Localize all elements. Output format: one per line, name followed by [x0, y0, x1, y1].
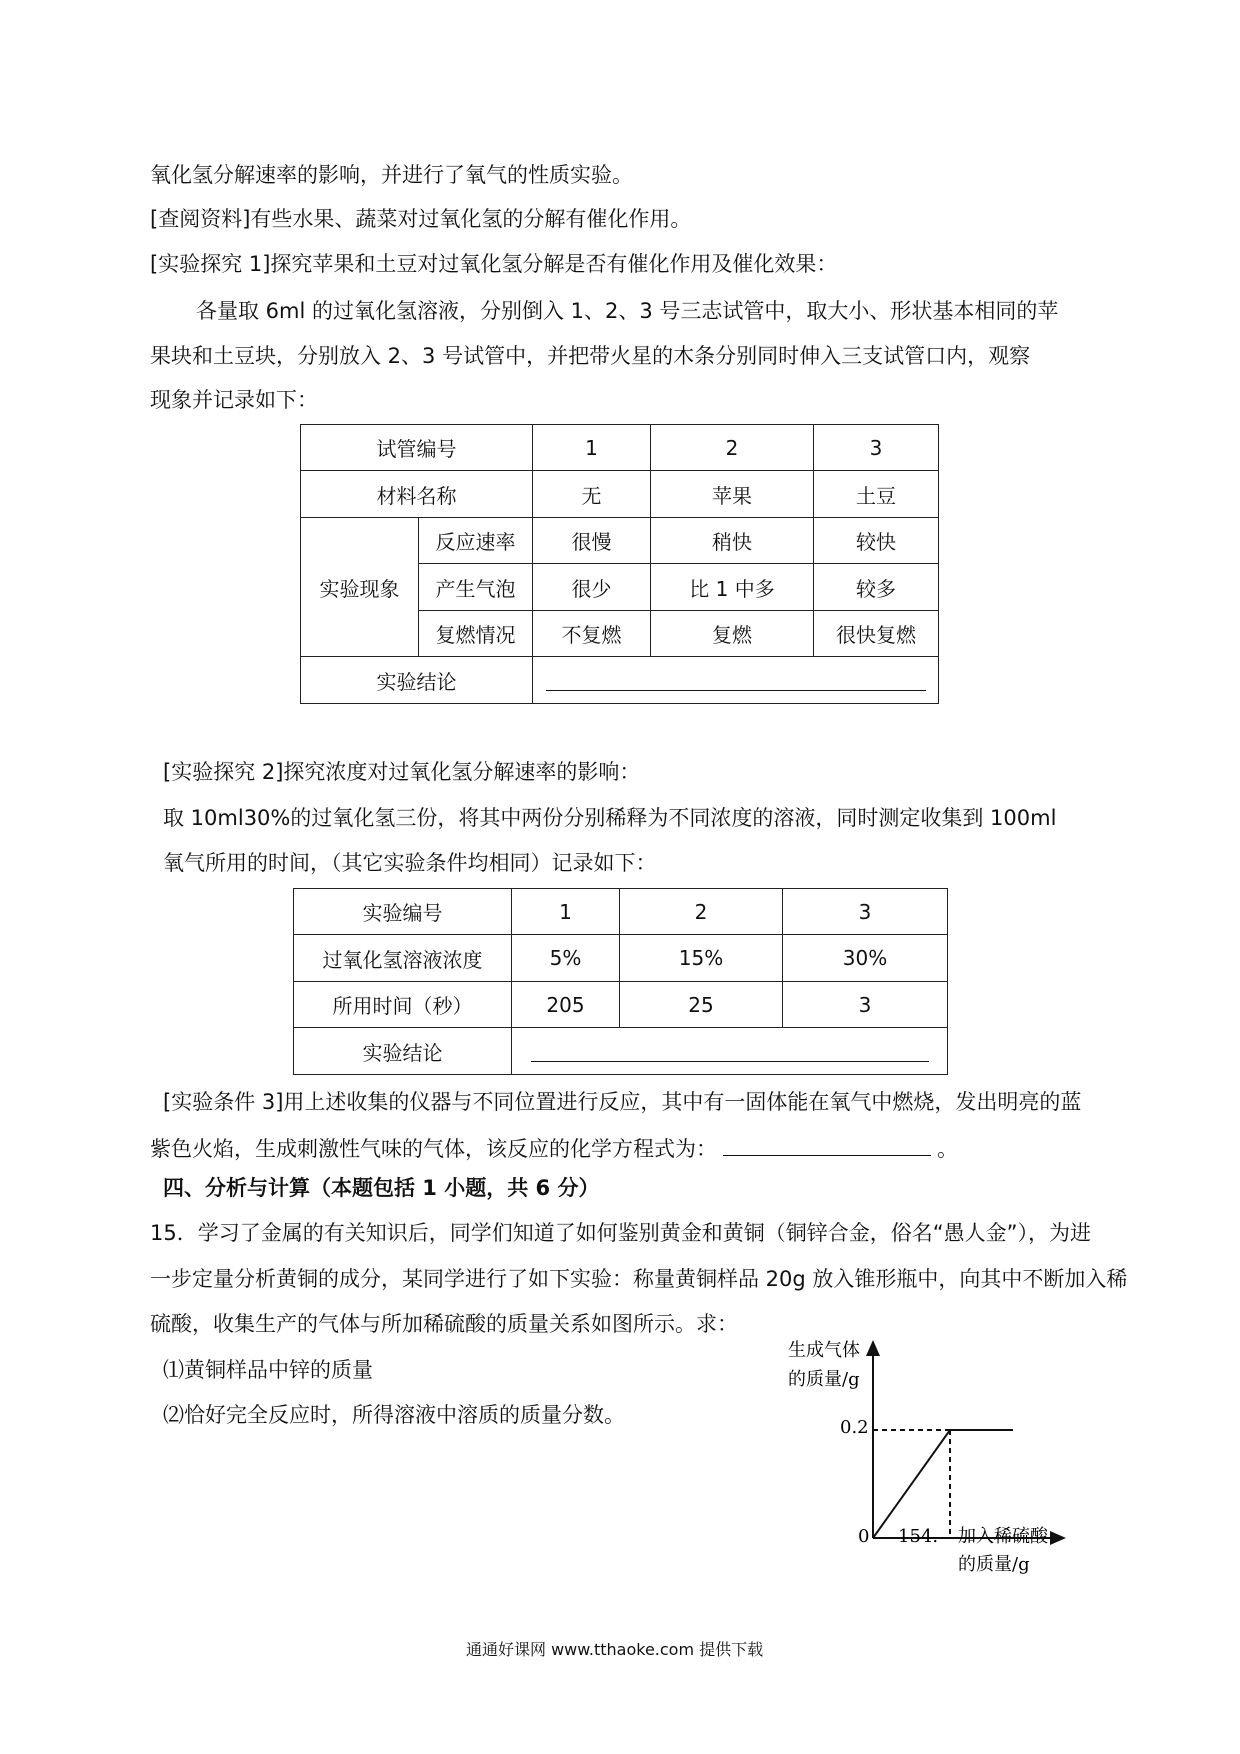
table-cell: 反应速率 — [419, 518, 533, 564]
table-cell: 30% — [783, 935, 948, 982]
text-line: [实验探究 2]探究浓度对过氧化氢分解速率的影响： — [163, 760, 641, 784]
sub-question: ⑵恰好完全反应时，所得溶液中溶质的质量分数。 — [163, 1403, 625, 1427]
text-line: 取 10ml30%的过氧化氢三份，将其中两份分别稀释为不同浓度的溶液，同时测定收集到 100ml — [163, 806, 1057, 830]
text-line: 硫酸，收集生产的气体与所加稀硫酸的质量关系如图所示。求： — [150, 1312, 738, 1336]
y-axis-arrow-icon — [866, 1340, 880, 1356]
table-cell: 实验结论 — [301, 657, 533, 704]
table-cell: 很慢 — [533, 518, 651, 564]
text-line: [查阅资料]有些水果、蔬菜对过氧化氢的分解有催化作用。 — [150, 207, 692, 231]
table-row-label: 实验现象 — [301, 518, 419, 657]
table-header-cell: 1 — [533, 425, 651, 471]
table-cell: 较快 — [814, 518, 939, 564]
table-header-cell: 1 — [512, 889, 620, 935]
text-line: 果块和土豆块，分别放入 2、3 号试管中，并把带火星的木条分别同时伸入三支试管口内，观察 — [150, 344, 1031, 368]
x-axis-arrow-icon — [1050, 1531, 1066, 1545]
table-cell: 205 — [512, 982, 620, 1028]
table-cell: 很快复燃 — [814, 611, 939, 657]
table-header-cell: 2 — [620, 889, 783, 935]
text-line: 现象并记录如下： — [150, 388, 318, 412]
table-cell: 过氧化氢溶液浓度 — [294, 935, 512, 982]
table-cell: 5% — [512, 935, 620, 982]
table-cell: 很少 — [533, 564, 651, 611]
table-cell: 3 — [783, 982, 948, 1028]
table-header-cell: 3 — [814, 425, 939, 471]
x-tick-label: 154. — [898, 1526, 939, 1547]
table-cell: 复燃情况 — [419, 611, 533, 657]
x-axis-label-line2: 的质量/g — [958, 1554, 1030, 1575]
table-cell: 材料名称 — [301, 471, 533, 518]
text-span: 紫色火焰，生成刺激性气味的气体，该反应的化学方程式为： — [150, 1137, 717, 1161]
table-header-cell: 实验编号 — [294, 889, 512, 935]
text-line: [实验探究 1]探究苹果和土豆对过氧化氢分解是否有催化作用及催化效果： — [150, 252, 838, 276]
text-line: 一步定量分析黄铜的成分，某同学进行了如下实验：称量黄铜样品 20g 放入锥形瓶中，向其中不断加入稀 — [150, 1267, 1128, 1291]
table-cell: 产生气泡 — [419, 564, 533, 611]
text-line: 各量取 6ml 的过氧化氢溶液，分别倒入 1、2、3 号三志试管中，取大小、形状基本相同的苹 — [196, 299, 1059, 323]
table-cell: 比 1 中多 — [651, 564, 814, 611]
text-span: 。 — [937, 1137, 958, 1161]
table-cell: 复燃 — [651, 611, 814, 657]
table-cell: 较多 — [814, 564, 939, 611]
table-cell: 所用时间（秒） — [294, 982, 512, 1028]
series-line — [873, 1430, 1013, 1538]
text-line: 15．学习了金属的有关知识后，同学们知道了如何鉴别黄金和黄铜（铜锌合金，俗名“愚人金”），为进 — [150, 1221, 1091, 1245]
y-axis-label-line2: 的质量/g — [788, 1369, 860, 1390]
origin-label: 0 — [858, 1526, 870, 1547]
table-cell: 15% — [620, 935, 783, 982]
text-line: 氧化氢分解速率的影响，并进行了氧气的性质实验。 — [150, 163, 633, 187]
footer: 通通好课网 www.tthaoke.com 提供下载 — [466, 1640, 764, 1659]
table-cell: 苹果 — [651, 471, 814, 518]
text-line: [实验条件 3]用上述收集的仪器与不同位置进行反应，其中有一固体能在氧气中燃烧，发出明亮的蓝 — [163, 1090, 1082, 1114]
table-cell: 实验结论 — [294, 1028, 512, 1075]
y-axis-label-line1: 生成气体 — [788, 1340, 860, 1361]
text-line: 氧气所用的时间，（其它实验条件均相同）记录如下： — [163, 851, 657, 875]
table-cell: 25 — [620, 982, 783, 1028]
sub-question: ⑴黄铜样品中锌的质量 — [163, 1358, 373, 1382]
table-header-cell: 3 — [783, 889, 948, 935]
section-heading: 四、分析与计算（本题包括 1 小题，共 6 分） — [163, 1176, 600, 1200]
table-header-cell: 2 — [651, 425, 814, 471]
table-cell: 土豆 — [814, 471, 939, 518]
table-cell: 不复燃 — [533, 611, 651, 657]
y-tick-label: 0.2 — [840, 1417, 869, 1438]
table-cell: 无 — [533, 471, 651, 518]
x-axis-label-line1: 加入稀硫酸 — [958, 1526, 1048, 1547]
table-cell: 稍快 — [651, 518, 814, 564]
table-header-cell: 试管编号 — [301, 425, 533, 471]
